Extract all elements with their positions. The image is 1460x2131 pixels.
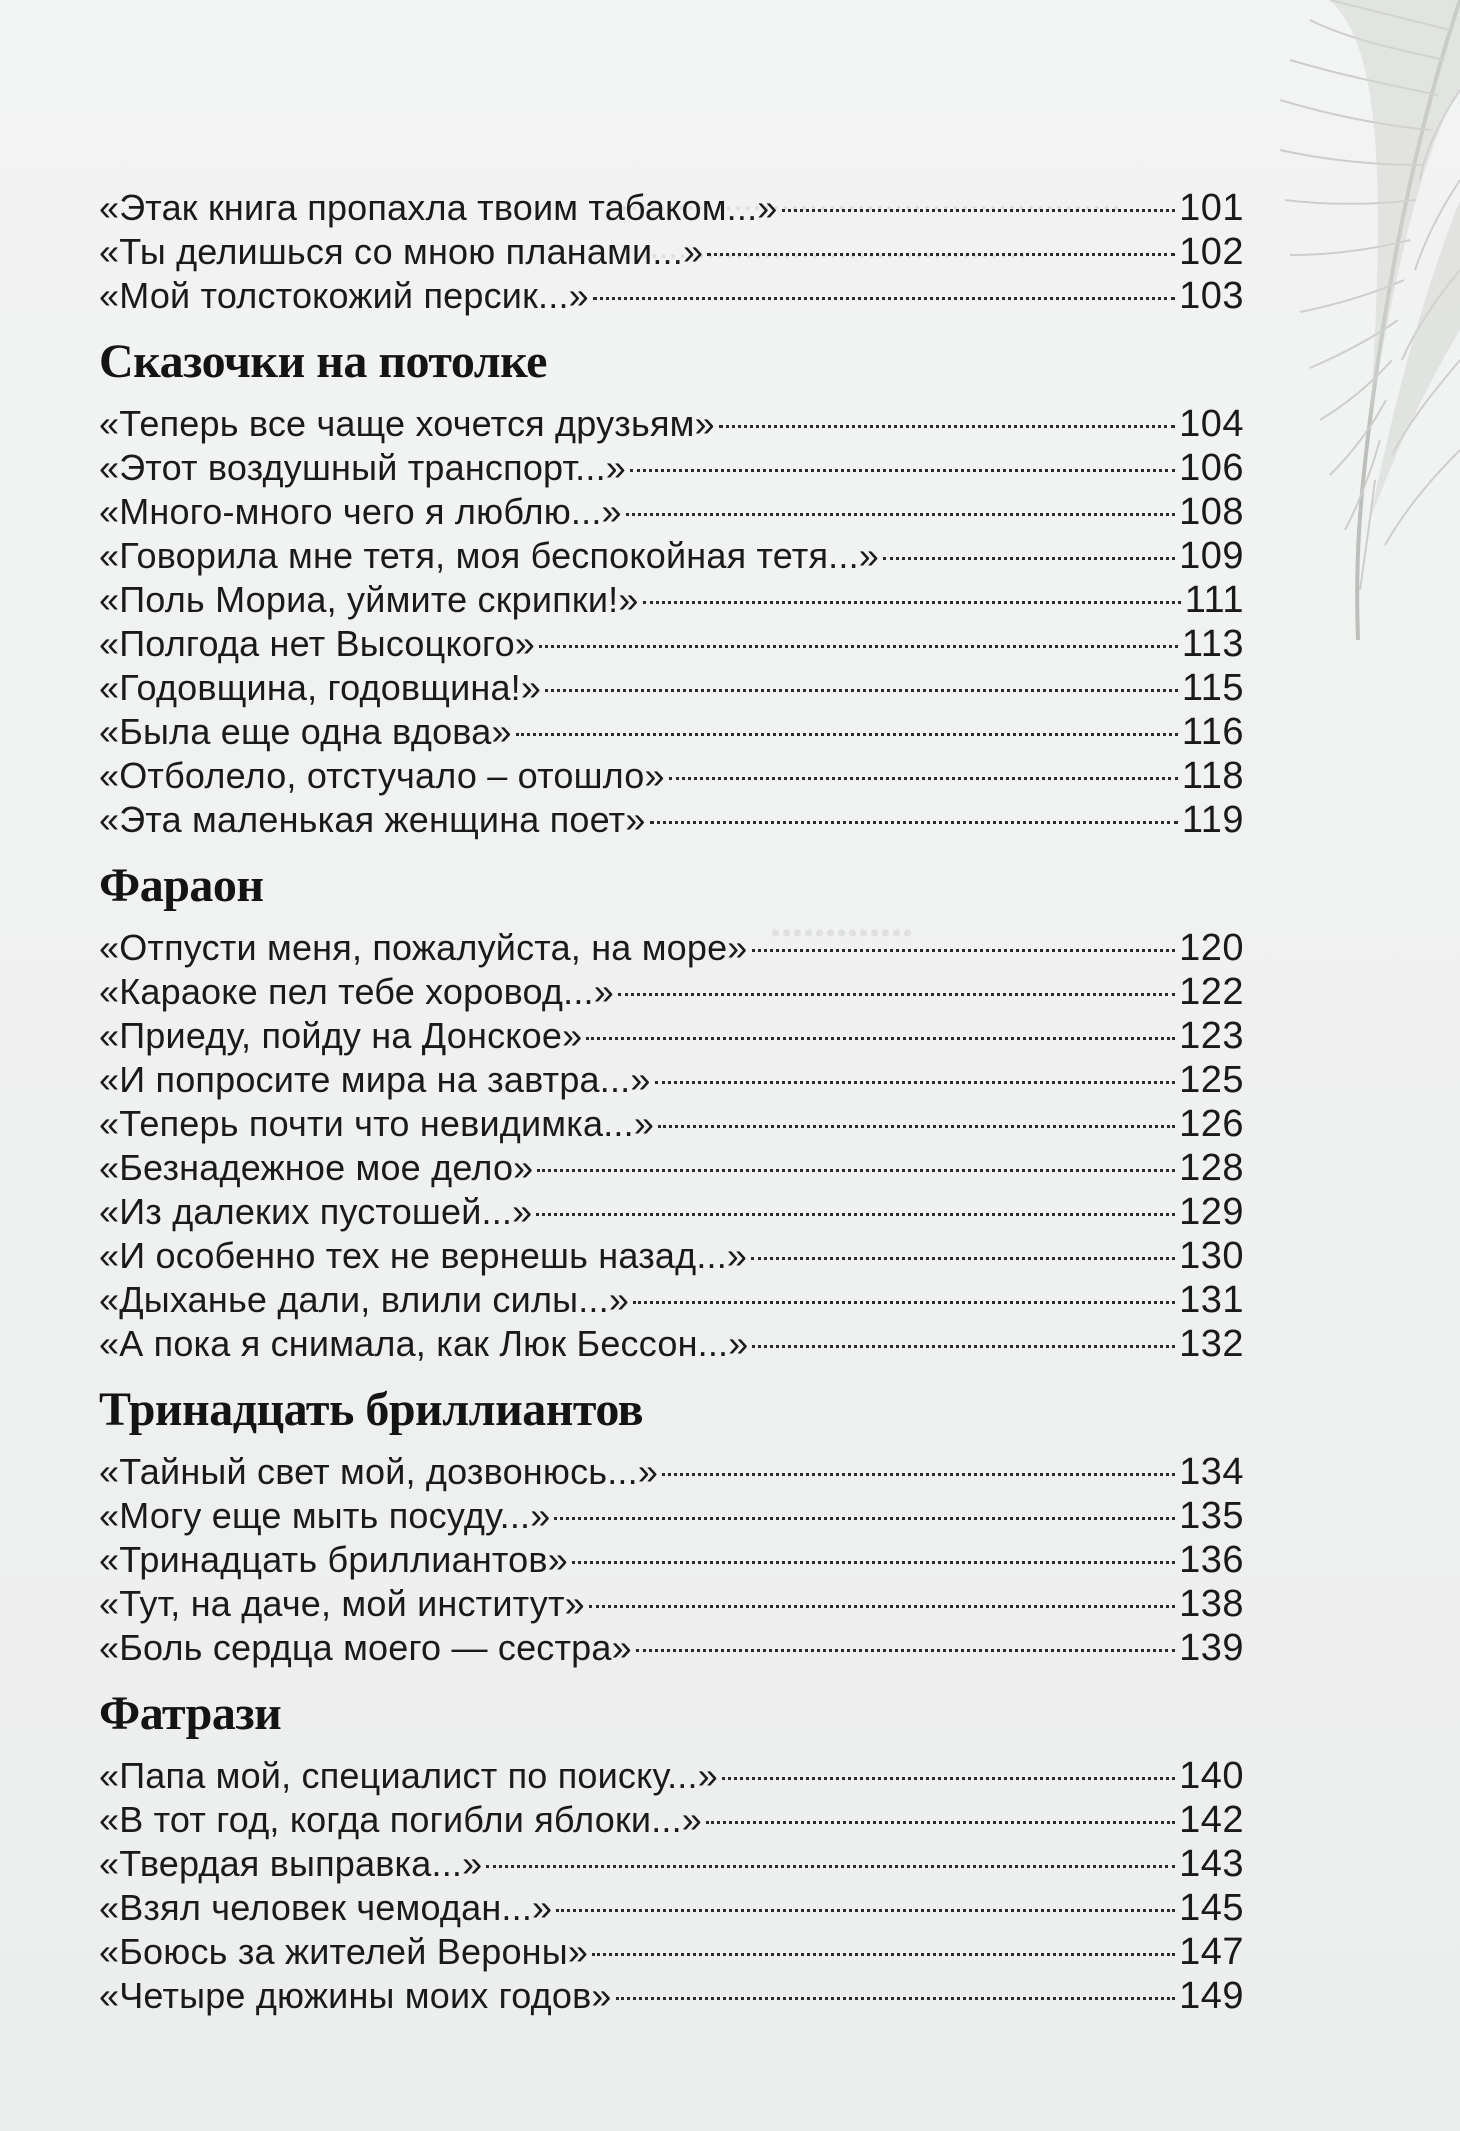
entry-title: «Поль Мориа, уймите скрипки!» [99,579,639,620]
entry-page-number: 130 [1179,1235,1244,1277]
dot-leader [752,1345,1175,1348]
dot-leader [554,1517,1175,1520]
toc-entry [99,1886,1244,1930]
dot-leader [658,1125,1175,1128]
toc-entry [99,1626,1244,1670]
dot-leader [719,425,1175,428]
section-heading: Фараон [99,859,264,912]
entry-page-number: 132 [1179,1323,1244,1365]
entry-page-number: 128 [1179,1147,1244,1189]
feather-illustration [1220,0,1460,660]
dot-leader [630,469,1175,472]
dot-leader [633,1301,1175,1304]
table-of-contents [99,186,1244,2018]
entry-page-number: 101 [1179,187,1244,229]
toc-entry [99,186,1244,230]
dot-leader [586,1037,1175,1040]
dot-leader [782,209,1176,212]
entry-title: «Из далеких пустошей...» [99,1191,533,1232]
entry-page-number: 149 [1179,1975,1244,2017]
entry-title: «Тут, на даче, мой институт» [99,1583,585,1624]
entry-page-number: 106 [1179,447,1244,489]
entry-title: «Эта маленькая женщина поет» [99,799,646,840]
entry-page-number: 142 [1179,1799,1244,1841]
toc-entry [99,1974,1244,2018]
toc-entry [99,1278,1244,1322]
toc-entry [99,534,1244,578]
dot-leader [539,645,1178,648]
show-through-text: ..................................................... [620,180,1121,218]
toc-entry [99,490,1244,534]
toc-entry [99,1582,1244,1626]
entry-page-number: 139 [1179,1627,1244,1669]
toc-entry [99,1234,1244,1278]
entry-page-number: 102 [1179,231,1244,273]
entry-page-number: 145 [1179,1887,1244,1929]
entry-page-number: 125 [1179,1059,1244,1101]
toc-entry [99,926,1244,970]
toc-entry [99,1494,1244,1538]
dot-leader [643,601,1181,604]
toc-section [99,856,1244,1366]
entry-title: «Говорила мне тетя, моя беспокойная тетя...» [99,535,880,576]
dot-leader [751,1257,1175,1260]
toc-entry [99,710,1244,754]
dot-leader [572,1561,1175,1564]
dot-leader [486,1865,1175,1868]
entry-title: «Годовщина, годовщина!» [99,667,542,708]
toc-entry [99,1450,1244,1494]
toc-entry [99,1014,1244,1058]
dot-leader [556,1909,1175,1912]
toc-entry [99,798,1244,842]
dot-leader [722,1777,1175,1780]
dot-leader [592,1953,1175,1956]
entry-title: «И попросите мира на завтра...» [99,1059,651,1100]
entry-title: «Могу еще мыть посуду...» [99,1495,551,1536]
toc-entry [99,622,1244,666]
entry-title: «Теперь все чаще хочется друзьям» [99,403,715,444]
toc-entry [99,1102,1244,1146]
toc-entry [99,446,1244,490]
toc-entry [99,1798,1244,1842]
entry-page-number: 115 [1181,667,1244,709]
entry-page-number: 122 [1179,971,1244,1013]
entry-page-number: 123 [1179,1015,1244,1057]
entry-page-number: 111 [1184,579,1244,621]
entry-page-number: 104 [1179,403,1244,445]
entry-title: «Этот воздушный транспорт...» [99,447,626,488]
entry-page-number: 136 [1179,1539,1244,1581]
entry-title: «Папа мой, специалист по поиску...» [99,1755,718,1796]
toc-entry [99,666,1244,710]
entry-title: «Четыре дюжины моих годов» [99,1975,612,2016]
entry-title: «А пока я снимала, как Люк Бессон...» [99,1323,749,1364]
show-through-title: ............. [770,897,913,946]
dot-leader [650,821,1178,824]
dot-leader [616,1997,1175,2000]
toc-entry [99,1538,1244,1582]
dot-leader [589,1605,1175,1608]
section-heading: Тринадцать бриллиантов [99,1383,644,1436]
entry-page-number: 119 [1181,799,1244,841]
entry-page-number: 135 [1179,1495,1244,1537]
section-heading: Фатрази [99,1687,282,1740]
dot-leader [662,1473,1175,1476]
toc-entry [99,402,1244,446]
dot-leader [516,733,1178,736]
entry-title: «Взял человек чемодан...» [99,1887,553,1928]
entry-page-number: 147 [1179,1931,1244,1973]
entry-page-number: 109 [1179,535,1244,577]
entry-title: «Боюсь за жителей Вероны» [99,1931,589,1972]
toc-entry [99,1146,1244,1190]
entry-page-number: 118 [1181,755,1244,797]
entry-page-number: 138 [1179,1583,1244,1625]
dot-leader [707,253,1175,256]
toc-entry [99,1058,1244,1102]
toc-entry [99,1322,1244,1366]
entry-page-number: 103 [1179,275,1244,317]
section-heading: Сказочки на потолке [99,335,547,388]
entry-page-number: 129 [1179,1191,1244,1233]
entry-page-number: 113 [1181,623,1244,665]
entry-title: «Полгода нет Высоцкого» [99,623,536,664]
entry-page-number: 134 [1179,1451,1244,1493]
dot-leader [618,993,1175,996]
entry-title: «Тайный свет мой, дозвонюсь...» [99,1451,659,1492]
entry-title: «Твердая выправка...» [99,1843,483,1884]
entry-title: «Ты делишься со мною планами...» [99,231,704,272]
entry-title: «Много-много чего я люблю...» [99,491,622,532]
entry-page-number: 116 [1181,711,1244,753]
entry-page-number: 126 [1179,1103,1244,1145]
toc-entry [99,1930,1244,1974]
dot-leader [636,1649,1175,1652]
toc-section [99,1380,1244,1670]
entry-title: «Тринадцать бриллиантов» [99,1539,568,1580]
dot-leader [536,1213,1175,1216]
entry-title: «Караоке пел тебе хоровод...» [99,971,614,1012]
entry-page-number: 120 [1179,927,1244,969]
entry-page-number: 140 [1179,1755,1244,1797]
dot-leader [593,297,1175,300]
toc-section [99,186,1244,318]
entry-title: «Боль сердца моего — сестра» [99,1627,632,1668]
toc-entry [99,578,1244,622]
entry-page-number: 131 [1179,1279,1244,1321]
entry-title: «Мой толстокожий персик...» [99,275,589,316]
show-through-text: ......................................... [640,228,1028,266]
dot-leader [669,777,1178,780]
dot-leader [626,513,1175,516]
toc-section [99,332,1244,842]
entry-title: «И особенно тех не вернешь назад...» [99,1235,748,1276]
entry-title: «Дыханье дали, влили силы...» [99,1279,630,1320]
entry-title: «Приеду, пойду на Донское» [99,1015,583,1056]
entry-title: «В тот год, когда погибли яблоки...» [99,1799,703,1840]
toc-section [99,1684,1244,2018]
entry-page-number: 108 [1179,491,1244,533]
toc-entry [99,274,1244,318]
entry-title: «Этак книга пропахла твоим табаком...» [99,187,778,228]
dot-leader [883,557,1175,560]
entry-title: «Отболело, отстучало – отошло» [99,755,665,796]
toc-entry [99,1754,1244,1798]
entry-title: «Была еще одна вдова» [99,711,512,752]
dot-leader [545,689,1178,692]
toc-entry [99,970,1244,1014]
dot-leader [537,1169,1175,1172]
toc-entry [99,754,1244,798]
toc-entry [99,1842,1244,1886]
toc-entry [99,1190,1244,1234]
entry-title: «Отпусти меня, пожалуйста, на море» [99,927,748,968]
dot-leader [706,1821,1175,1824]
entry-title: «Безнадежное мое дело» [99,1147,534,1188]
toc-entry [99,230,1244,274]
dot-leader [655,1081,1175,1084]
entry-title: «Теперь почти что невидимка...» [99,1103,655,1144]
dot-leader [752,949,1176,952]
entry-page-number: 143 [1179,1843,1244,1885]
